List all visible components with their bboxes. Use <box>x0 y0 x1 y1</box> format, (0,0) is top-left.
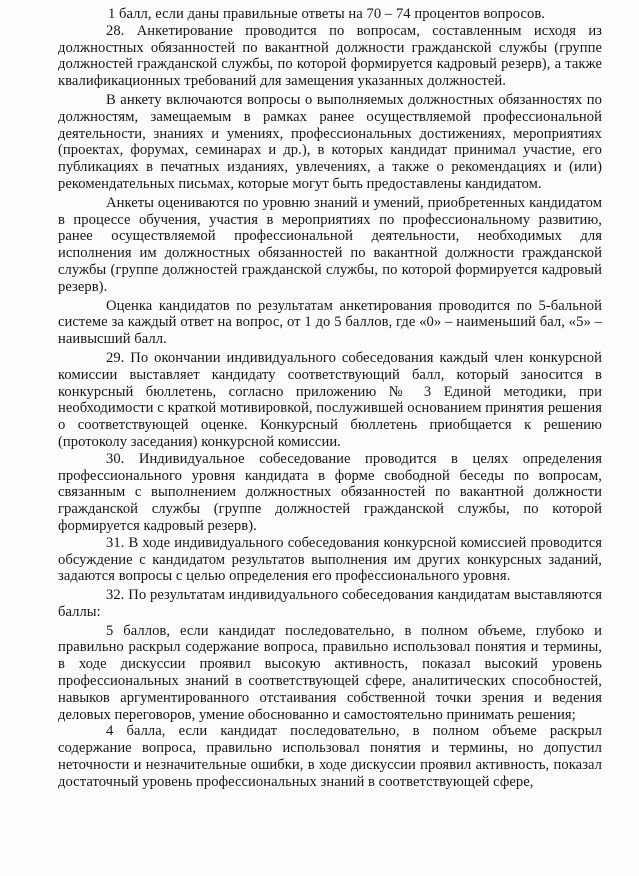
paragraph-item-30: 30. Индивидуальное собеседование проводится в целях определения профессионального уровня кандидата в форме свободной беседы по вопросам, связанным с выполнением должностных обязанностей по вакантной должности гражданской службы (группе должностей гражданской службы, по которой формируется кадровый резерв). <box>58 450 602 534</box>
paragraph-questionnaire-evaluation: Анкеты оцениваются по уровню знаний и умений, приобретенных кандидатом в процессе обучения, участия в мероприятиях по профессиональному развитию, ранее осуществляемой профессиональной деятельности, необходимых для исполнения им должностных обязанностей по вакантной должности гражданской службы (группе должностей гражданской службы, по которой формируется кадровый резерв). <box>58 194 602 295</box>
paragraph-score-4-balls: 4 балла, если кандидат последовательно, в полном объеме раскрыл содержание вопроса, правильно использовал понятия и термины, но допустил неточности и незначительные ошибки, в ходе дискуссии проявил активность, показал достаточный уровень профессиональных знаний в соответствующей сфере, <box>58 723 602 790</box>
paragraph-item-28: 28. Анкетирование проводится по вопросам, составленным исходя из должностных обязанностей по вакантной должности гражданской службы (группе должностей гражданской службы, по которой формируется кадровый резерв), а также квалификационных требований для замещения указанных должностей. <box>58 22 602 90</box>
paragraph-score-1-ball: 1 балл, если даны правильные ответы на 70 – 74 процентов вопросов. <box>108 6 545 22</box>
paragraph-questionnaire-content: В анкету включаются вопросы о выполняемых должностных обязанностях по должностям, замещаемым в рамках ранее осуществляемой профессиональной деятельности, знаниях и умениях, профессиональных достижениях, мероприятиях (проектах, форумах, семинарах и др.), в которых кандидат принимал участие, его публикациях в печатных изданиях, увлечениях, а также о рекомендациях и (или) рекомендательных письмах, которые могут быть предоставлены кандидатом. <box>58 91 602 192</box>
paragraph-score-5-balls: 5 баллов, если кандидат последовательно, в полном объеме, глубоко и правильно раскрыл содержание вопроса, правильно использовал понятия и термины, в ходе дискуссии проявил высокую активность, показал высокий уровень профессиональных знаний в соответствующей сфере, аналитических способностей, навыков аргументированного отстаивания собственной точки зрения и ведения деловых переговоров, умение обоснованно и самостоятельно принимать решения; <box>58 622 602 723</box>
document-text-body <box>58 6 602 791</box>
paragraph-item-29: 29. По окончании индивидуального собеседования каждый член конкурсной комиссии выставляет кандидату соответствующий балл, который заносится в конкурсный бюллетень, согласно приложению № 3 Единой методики, при необходимости с краткой мотивировкой, послужившей основанием принятия решения о соответствующей оценке. Конкурсный бюллетень приобщается к решению (протоколу заседания) конкурсной комиссии. <box>58 349 602 450</box>
paragraph-questionnaire-scoring: Оценка кандидатов по результатам анкетирования проводится по 5-бальной системе за каждый ответ на вопрос, от 1 до 5 баллов, где «0» – наименьший бал, «5» – наивысший балл. <box>58 297 602 348</box>
paragraph-item-31: 31. В ходе индивидуального собеседования конкурсной комиссией проводится обсуждение с кандидатом результатов выполнения им других конкурсных заданий, задаются вопросы с целью определения его профессионального уровня. <box>58 534 602 585</box>
paragraph-item-32: 32. По результатам индивидуального собеседования кандидатам выставляются баллы: <box>58 587 602 620</box>
